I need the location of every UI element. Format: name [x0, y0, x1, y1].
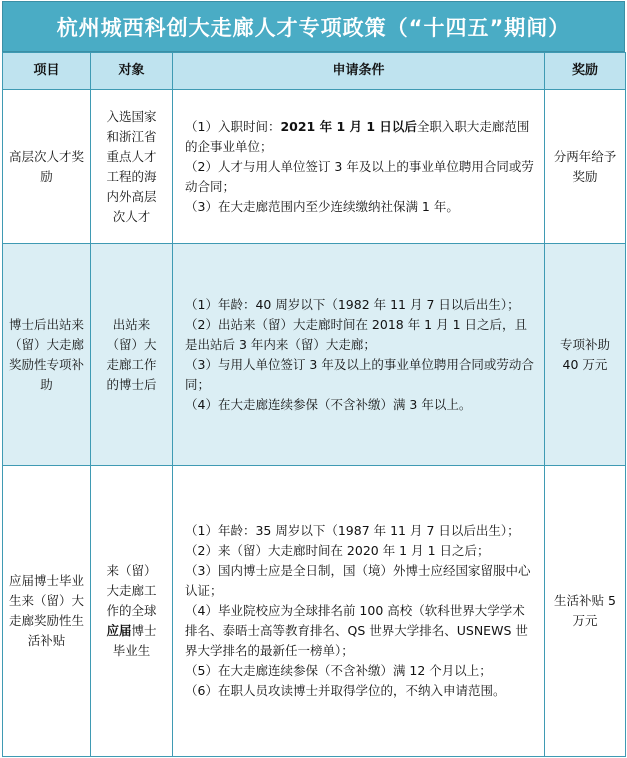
- condition-item: （4）毕业院校应为全球排名前 100 高校（软科世界大学学术排名、泰晤士高等教育排名、QS 世界大学排名、USNEWS 世界大学排名的最新任一榜单）；: [185, 603, 528, 658]
- table-row: [3, 90, 626, 244]
- project-cell: 博士后出站来（留）大走廊奖励性专项补助: [3, 244, 91, 466]
- target-line: （留）大: [106, 336, 157, 352]
- condition-item: （3）与用人单位签订 3 年及以上的事业单位聘用合同或劳动合同；: [185, 356, 534, 392]
- reward-cell: 生活补贴 5 万元: [545, 466, 626, 757]
- target-line: 内外高层: [106, 188, 157, 204]
- reward-cell: 专项补助 40 万元: [545, 244, 626, 466]
- target-line: 的博士后: [106, 376, 157, 392]
- condition-item: （2）出站来（留）大走廊时间在 2018 年 1 月 1 日之后，且是出站后 3 年内来（留）大走廊；: [185, 316, 528, 352]
- table-row: [3, 244, 626, 466]
- target-line: 出站来: [112, 316, 151, 332]
- target-line: 和浙江省: [106, 128, 157, 144]
- header-reward: 奖励: [545, 53, 626, 90]
- condition-item: （1）年龄：35 周岁以下（1987 年 11 月 7 日以后出生）；: [185, 523, 520, 538]
- condition-item: （3）在大走廊范围内至少连续缴纳社保满 1 年。: [185, 198, 459, 214]
- target-line: 次人才: [112, 208, 151, 224]
- table-header-row: [3, 53, 626, 90]
- header-target: 对象: [91, 53, 173, 90]
- header-conditions: 申请条件: [173, 53, 545, 90]
- target-line: 应届博士: [106, 623, 157, 638]
- condition-item: （3）国内博士应是全日制，国（境）外博士应经国家留服中心认证；: [185, 563, 531, 598]
- project-cell: 高层次人才奖励: [3, 90, 91, 244]
- condition-item: （1）年龄：40 周岁以下（1982 年 11 月 7 日以后出生）；: [185, 296, 520, 312]
- target-line: 走廊工作: [106, 356, 157, 372]
- table-row: [3, 466, 626, 757]
- page-title: 杭州城西科创大走廊人才专项政策（“十四五”期间）: [2, 1, 625, 52]
- target-line: 重点人才: [106, 148, 157, 164]
- conditions-cell: [173, 466, 545, 757]
- conditions-cell: [173, 244, 545, 466]
- target-line: 入选国家: [106, 108, 157, 124]
- target-line: 作的全球: [106, 603, 157, 618]
- header-project: 项目: [3, 53, 91, 90]
- condition-item: （2）人才与用人单位签订 3 年及以上的事业单位聘用合同或劳动合同；: [185, 158, 534, 194]
- target-line: 大走廊工: [106, 583, 157, 598]
- target-cell: [91, 466, 173, 757]
- condition-item: （5）在大走廊连续参保（不含补缴）满 12 个月以上；: [185, 663, 492, 678]
- reward-cell: 分两年给予奖励: [545, 90, 626, 244]
- conditions-cell: [173, 90, 545, 244]
- policy-document: [2, 1, 625, 757]
- condition-item: （4）在大走廊连续参保（不含补缴）满 3 年以上。: [185, 396, 472, 412]
- target-cell: [91, 244, 173, 466]
- condition-item: （6）在职人员攻读博士并取得学位的，不纳入申请范围。: [185, 683, 506, 698]
- target-line: 来（留）: [106, 563, 157, 578]
- condition-item: （1）入职时间：2021 年 1 月 1 日以后全职入职大走廊范围的企事业单位；: [185, 118, 530, 154]
- target-cell: [91, 90, 173, 244]
- project-cell: 应届博士毕业生来（留）大走廊奖励性生活补贴: [3, 466, 91, 757]
- policy-table: [2, 52, 626, 757]
- target-line: 毕业生: [112, 643, 151, 658]
- condition-item: （2）来（留）大走廊时间在 2020 年 1 月 1 日之后；: [185, 543, 490, 558]
- target-line: 工程的海: [106, 168, 157, 184]
